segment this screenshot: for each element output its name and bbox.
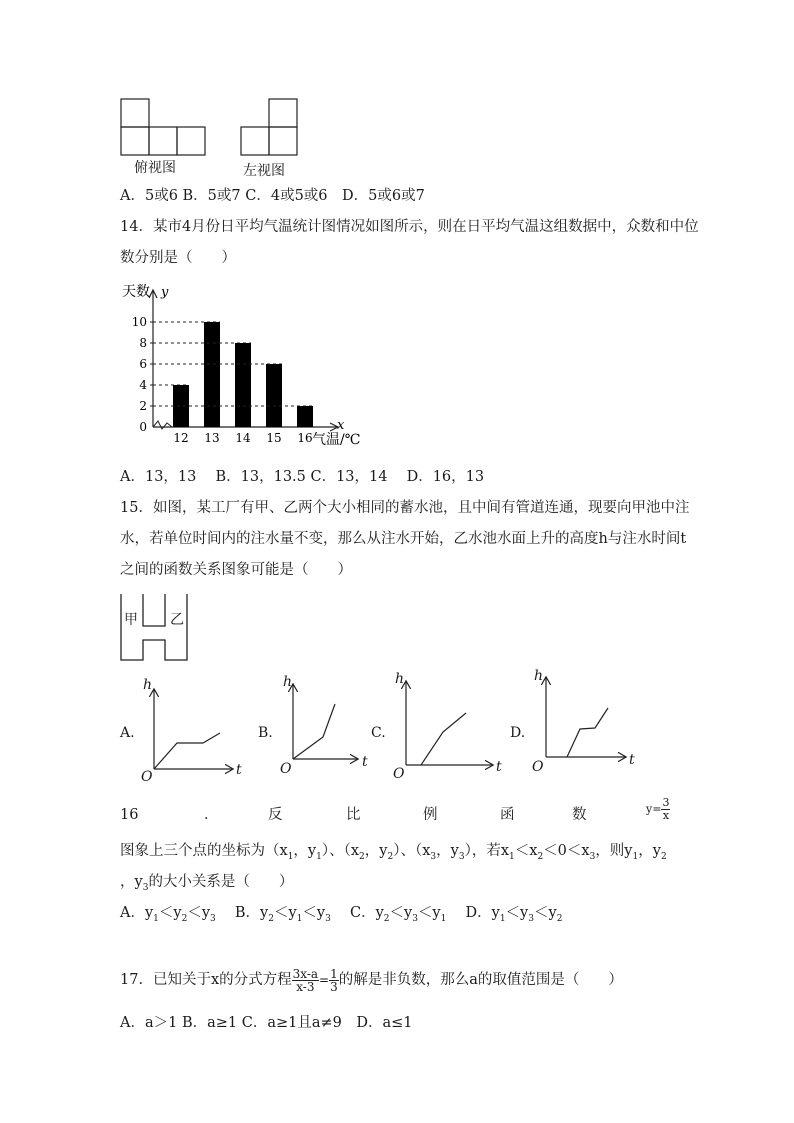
- graph-c: [406, 682, 492, 765]
- graph-b-option-label: B.: [258, 725, 273, 741]
- q14-stem-line1: 14．某市4月份日平均气温统计图情况如图所示，则在日平均气温这组数据中，众数和中位: [120, 219, 699, 235]
- q17-eq: =: [319, 973, 330, 987]
- t: ＜x: [514, 843, 538, 859]
- frac1-den: x-3: [296, 979, 315, 994]
- graph-d-h: h: [534, 668, 544, 684]
- t: ＜y: [302, 905, 326, 921]
- q16-word4: 函: [500, 807, 515, 823]
- graph-b-curve: [293, 704, 335, 759]
- graph-a-t: t: [236, 762, 242, 778]
- t: ＜y: [273, 905, 297, 921]
- q15-stem-line3: 之间的函数关系图象可能是（ ）: [120, 562, 352, 578]
- q16-word1: 反: [268, 807, 283, 823]
- graph-b-o: O: [280, 761, 292, 777]
- graph-c-o: O: [393, 766, 405, 782]
- graph-c-h: h: [395, 671, 405, 687]
- q16-n: 16: [120, 807, 139, 823]
- q15-stem-line2: 水，若单位时间内的注水量不变，那么从注水开始，乙水池水面上升的高度h与注水时间t: [120, 531, 687, 547]
- t: ，y: [293, 843, 317, 859]
- frac2-den: 3: [330, 979, 338, 994]
- t: ）、（x: [393, 843, 431, 859]
- q16-word3: 例: [423, 807, 438, 823]
- t: ＜y: [158, 905, 182, 921]
- q16-number: [120, 805, 138, 825]
- t: ，y: [638, 843, 661, 859]
- q17-stem-pre: 17．已知关于x的分式方程: [120, 972, 292, 988]
- graph-c-curve: [421, 713, 466, 765]
- func-den: x: [662, 809, 670, 822]
- chart-y-var: y: [161, 285, 169, 300]
- q17-options: A．a＞1 B．a≥1 C．a≥1且a≠9 D．a≤1: [120, 1015, 413, 1031]
- t: ，y: [436, 843, 459, 859]
- q16-options: A．$y_1<y_2<y_3$ B．$y_2<y_1<y_3$ C．$y_2<y_3<y_1$ D．$y_1<y_3<y_2$: [120, 905, 563, 924]
- graph-a-o: O: [141, 769, 153, 785]
- chart-xlabel: 气温/℃: [312, 432, 361, 448]
- graph-d-curve: [567, 708, 608, 757]
- q17-stem: [120, 960, 623, 1000]
- pool-right-label: 乙: [170, 612, 184, 628]
- chart-y-tick-label: 6: [139, 357, 147, 371]
- q16-line2: 图象上三个点的坐标为（$x_1$，$y_1$）、（$x_2$，$y_2$）、（$x_3$，$y_3$），若$x_1<x_2<0<x_3$，则$y_1$，$y_2$: [120, 843, 667, 862]
- func-prefix: y=: [646, 802, 662, 816]
- left-view-label: 左视图: [243, 163, 285, 179]
- t: ），若x: [464, 843, 510, 859]
- chart-x-tick-label: 14: [235, 431, 251, 445]
- frac1-num: 3x-a: [292, 966, 319, 981]
- graph-b-t: t: [362, 754, 368, 770]
- q16-function: [646, 797, 670, 822]
- t: ＜0＜x: [543, 843, 590, 859]
- q14-options: A．13，13 B．13，13.5 C．13，14 D．16，13: [120, 469, 485, 485]
- q14-stem-line2: 数分别是（ ）: [120, 250, 236, 266]
- chart-ylabel: 天数: [122, 284, 150, 300]
- t: 的大小关系是（ ）: [148, 874, 294, 890]
- q16-word2: 比: [346, 807, 361, 823]
- graph-a-h: h: [143, 677, 153, 693]
- chart-x-tick-label: 16: [297, 431, 313, 445]
- t: ，y: [364, 843, 388, 859]
- chart-x-var: x: [337, 418, 345, 433]
- q17-frac1: [292, 968, 319, 993]
- graph-a-option-label: A.: [120, 725, 135, 741]
- q15-stem-line1: 15．如图，某工厂有甲、乙两个大小相同的蓄水池，且中间有管道连通，现要向甲池中注: [120, 500, 690, 516]
- func-num: 3: [662, 796, 670, 809]
- q16-dot: ．: [204, 807, 219, 823]
- pool-left-label: 甲: [124, 612, 138, 628]
- top-view-label: 俯视图: [134, 160, 176, 176]
- graph-d-o: O: [532, 759, 544, 775]
- t: 图象上三个点的坐标为（x: [120, 843, 288, 859]
- t: ＜y: [417, 905, 441, 921]
- chart-y-tick-label: 4: [139, 378, 147, 392]
- t: ＜y: [187, 905, 211, 921]
- graph-c-t: t: [496, 759, 502, 775]
- chart-y-tick-label: 0: [139, 420, 147, 434]
- graph-a-curve: [154, 733, 220, 769]
- q17-stem-post: 的解是非负数，那么a的取值范围是（ ）: [338, 972, 623, 988]
- chart-y-tick-label: 8: [139, 336, 147, 350]
- frac2-num: 1: [330, 966, 338, 981]
- t: C．y: [349, 905, 384, 921]
- q16-line3: ，$y_3$的大小关系是（ ）: [120, 874, 294, 893]
- graph-a: [154, 690, 232, 769]
- q13-options: A．5或6 B．5或7 C．4或5或6 D．5或6或7: [120, 188, 425, 204]
- q17-frac2: [329, 968, 339, 993]
- t: ＜y: [389, 905, 413, 921]
- graph-b: [293, 685, 357, 759]
- t: ，y: [120, 874, 143, 890]
- t: ）、（x: [321, 843, 360, 859]
- chart-x-tick-label: 13: [204, 431, 220, 445]
- graph-c-option-label: C.: [371, 725, 386, 741]
- graph-d: [546, 678, 625, 757]
- t: ，则y: [595, 843, 633, 859]
- graph-d-option-label: D.: [510, 725, 526, 741]
- q16-word5: 数: [572, 807, 587, 823]
- t: A．y: [120, 905, 154, 921]
- func-fraction: [661, 797, 670, 822]
- chart-x-tick-label: 15: [266, 431, 282, 445]
- chart-x-tick-label: 12: [173, 431, 189, 445]
- t: B．y: [234, 905, 269, 921]
- graph-b-h: h: [283, 674, 293, 690]
- t: ＜y: [505, 905, 529, 921]
- graph-d-t: t: [629, 752, 635, 768]
- chart-y-tick-label: 2: [139, 399, 147, 413]
- chart-y-tick-label: 10: [131, 315, 147, 329]
- t: D．y: [465, 905, 500, 921]
- t: ＜y: [533, 905, 557, 921]
